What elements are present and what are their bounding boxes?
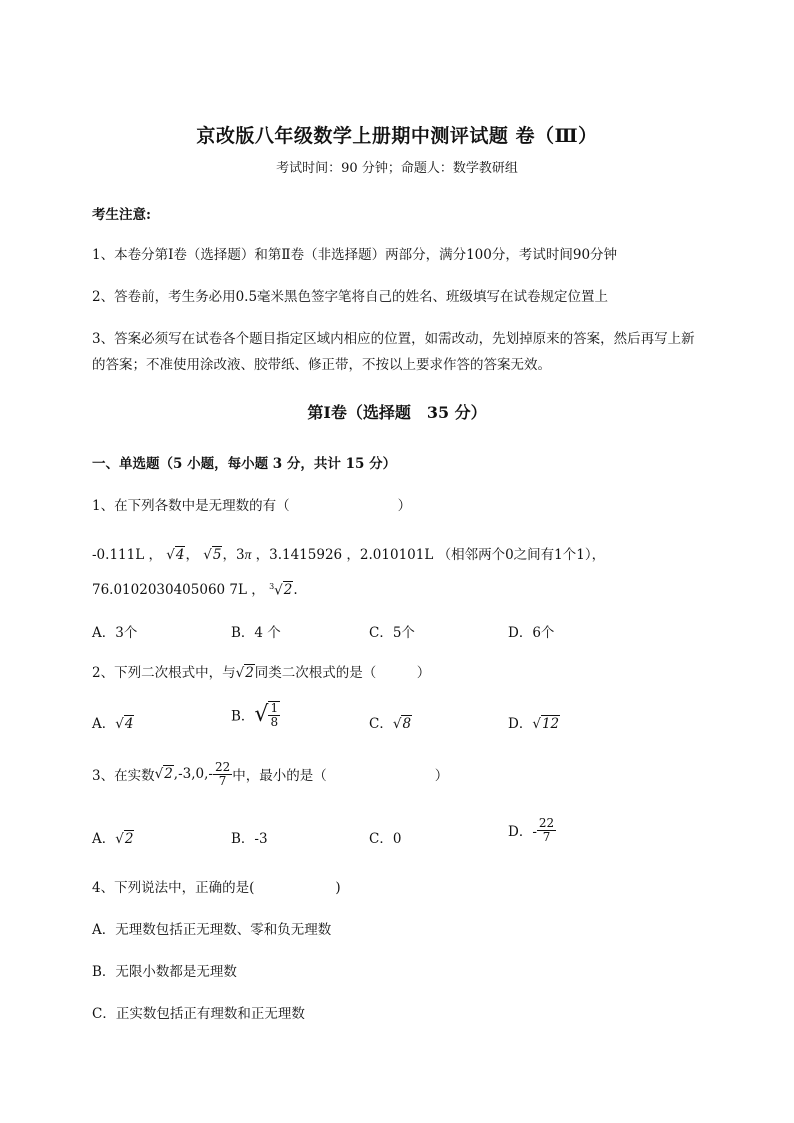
q3-option-a[interactable]: A．√2 — [92, 831, 134, 847]
q2-option-a[interactable]: A．√4 — [92, 716, 134, 732]
q3-fraction: $\frac{22}{7}$ — [214, 760, 231, 788]
q3-option-b[interactable]: B．-3 — [231, 831, 268, 847]
notice-item-3: 3、答案必须写在试卷各个题目指定区域内相应的位置，如需改动，先划掉原来的答案，然后再写上新 — [92, 331, 695, 347]
section-title: 第Ⅰ卷（选择题 35 分） — [307, 403, 487, 422]
q4-option-c[interactable]: C．正实数包括正有理数和正无理数 — [92, 1006, 305, 1022]
q2-sqrt2: √2 — [235, 665, 254, 681]
notice-item-1: 1、本卷分第Ⅰ卷（选择题）和第Ⅱ卷（非选择题）两部分，满分100分，考试时间90分钟 — [92, 247, 618, 263]
q1-sqrt4: √4 — [166, 547, 185, 563]
q1-option-d[interactable]: D．6个 — [508, 625, 555, 641]
q3-sqrt2: √2 — [154, 766, 173, 783]
exam-info: 考试时间：90 分钟；命题人：数学教研组 — [276, 161, 518, 176]
part-heading: 一、单选题（5 小题，每小题 3 分，共计 15 分） — [92, 456, 397, 472]
q1-numbers-line1: -0.111L ， √4， √5，3π ，3.1415926 ，2.010101L （相邻两个0之间有1个1）， — [92, 547, 606, 563]
q2-option-d[interactable]: D．√12 — [508, 716, 560, 732]
q1-n-long: 76.0102030405060 7L ， — [92, 582, 265, 598]
q3-option-d[interactable]: D．- $\frac{22}{7}$ — [508, 816, 555, 844]
q4-option-a[interactable]: A．无理数包括正无理数、零和负无理数 — [92, 922, 332, 938]
notice-heading: 考生注意: — [92, 207, 151, 223]
q1-option-c[interactable]: C．5个 — [369, 625, 415, 641]
q1-option-a[interactable]: A．3个 — [92, 625, 138, 641]
q3-option-c[interactable]: C．0 — [369, 831, 402, 847]
q1-cbrt2: $^3$√2 — [269, 581, 293, 598]
q2-stem: 2、下列二次根式中，与√2同类二次根式的是（ ） — [92, 665, 431, 681]
q1-n1: -0.111L ， — [92, 547, 162, 563]
notice-item-3-cont: 的答案；不准使用涂改液、胶带纸、修正带，不按以上要求作答的答案无效。 — [92, 357, 551, 373]
page-title: 京改版八年级数学上册期中测评试题 卷（Ⅲ） — [196, 125, 598, 147]
q1-sqrt5: √5 — [203, 547, 222, 563]
q1-stem: 1、在下列各数中是无理数的有（ ） — [92, 498, 412, 514]
q3-stem: 3、在实数√2,-3,0,- $\frac{22}{7}$ 中，最小的是（ ） — [92, 760, 449, 788]
q2-option-c[interactable]: C．√8 — [369, 716, 412, 732]
q1-option-b[interactable]: B．4 个 — [231, 625, 281, 641]
q2-option-b[interactable]: B．√ $\frac{1}{8}$ — [231, 701, 279, 729]
q4-option-b[interactable]: B．无限小数都是无理数 — [92, 964, 237, 980]
q4-stem: 4、下列说法中，正确的是( ) — [92, 880, 341, 896]
q1-numbers-line2: 76.0102030405060 7L ， $^3$√2. — [92, 581, 298, 598]
notice-item-2: 2、答卷前，考生务必用0.5毫米黑色签字笔将自己的姓名、班级填写在试卷规定位置上 — [92, 289, 609, 305]
q1-n-rest: ，3.1415926 ，2.010101L （相邻两个0之间有1个1）， — [255, 547, 606, 563]
